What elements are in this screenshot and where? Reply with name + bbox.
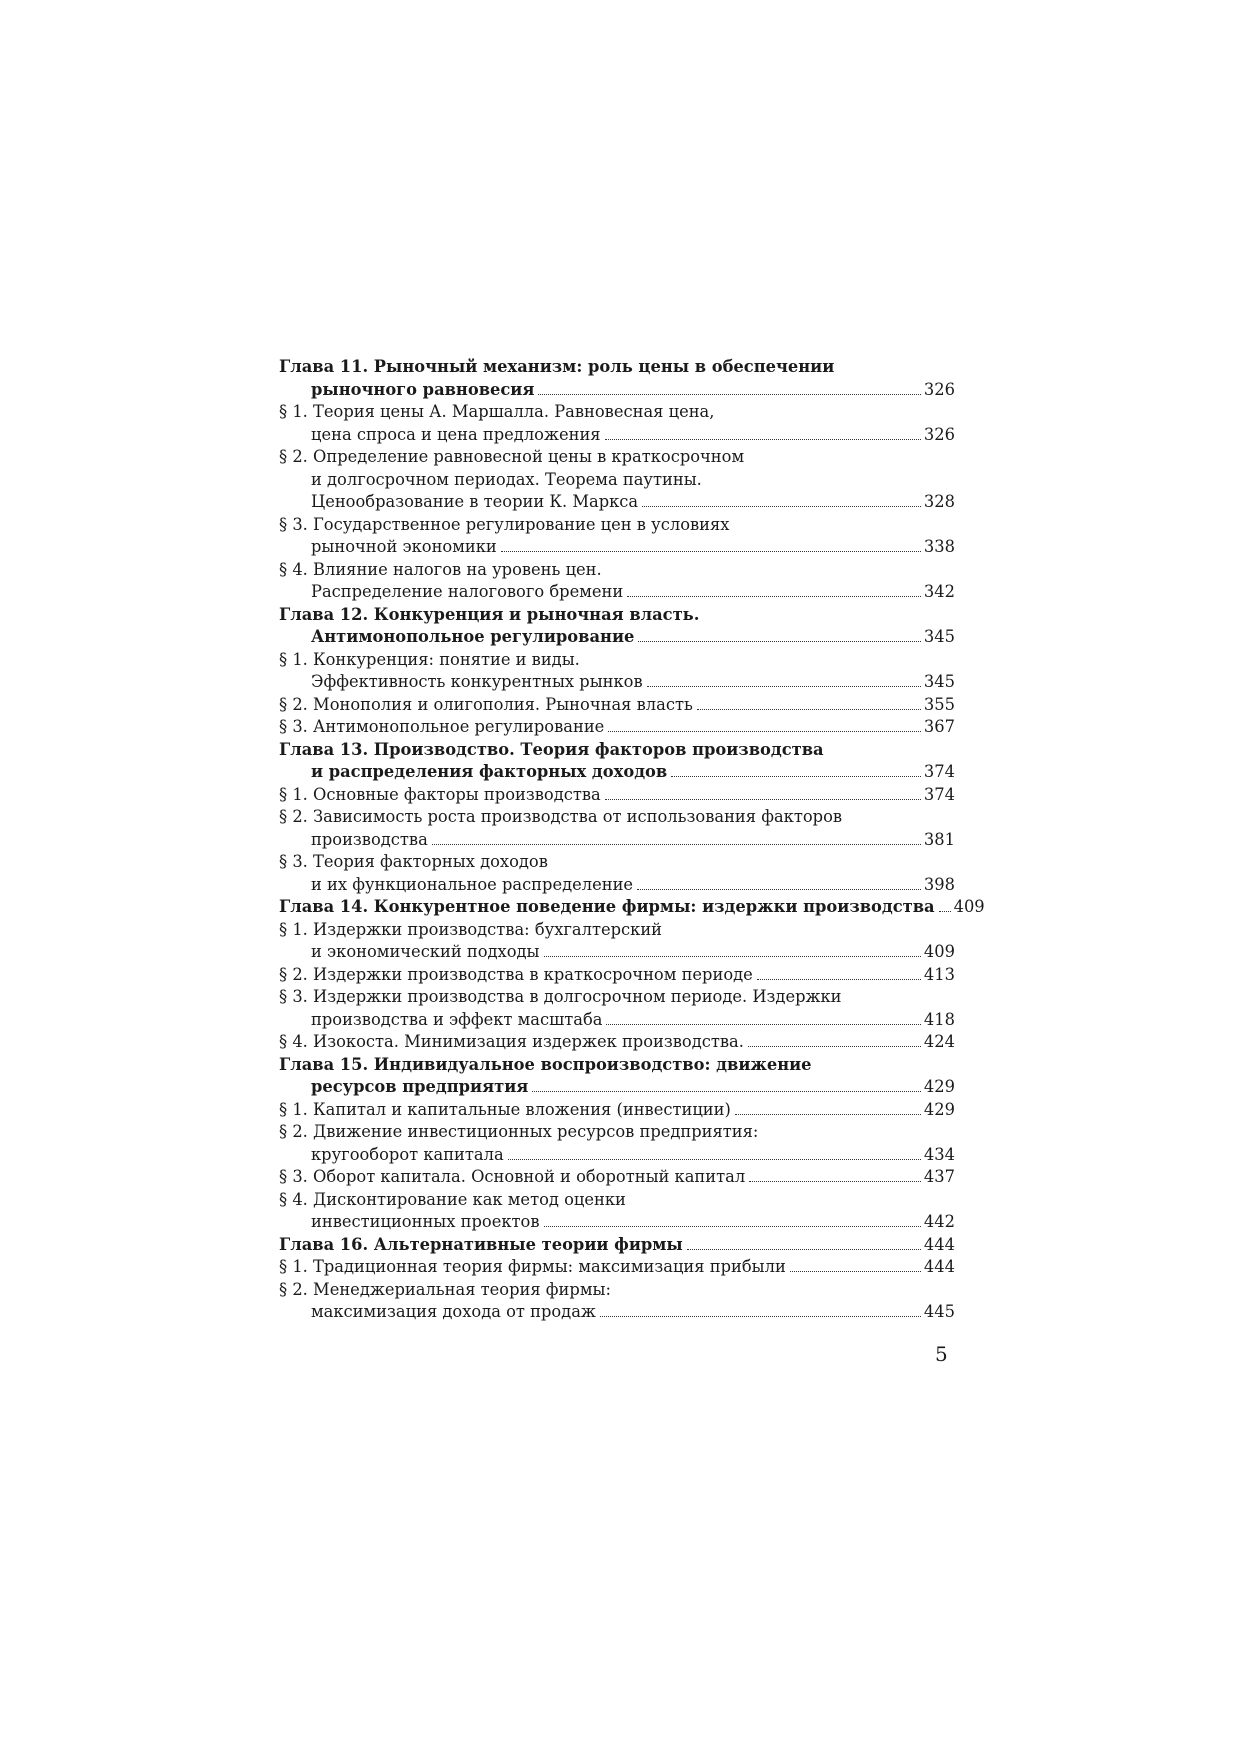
toc-section-entry[interactable] <box>279 1099 955 1122</box>
toc-entry-line <box>279 829 955 852</box>
toc-page-number: 328 <box>923 492 955 511</box>
dot-leader <box>532 1091 921 1092</box>
toc-entry-title: § 2. Определение равновесной цены в краткосрочном <box>279 447 745 466</box>
toc-entry-title: и распределения факторных доходов <box>311 762 668 781</box>
toc-page-number: 345 <box>923 672 955 691</box>
toc-chapter-entry[interactable] <box>279 1054 955 1099</box>
toc-entry-line <box>279 919 955 942</box>
dot-leader <box>749 1181 921 1182</box>
toc-entry-line <box>279 1031 955 1054</box>
toc-entry-line <box>279 626 955 649</box>
dot-leader <box>637 889 921 890</box>
toc-entry-title: Глава 13. Производство. Теория факторов производства <box>279 739 824 759</box>
dot-leader <box>638 641 921 642</box>
toc-entry-line <box>279 739 955 762</box>
toc-section-entry[interactable] <box>279 806 955 851</box>
dot-leader <box>671 776 921 777</box>
toc-page-number: 326 <box>923 379 955 399</box>
toc-page-number: 418 <box>923 1009 955 1029</box>
dot-leader <box>748 1046 921 1047</box>
toc-page-number: 442 <box>923 1212 955 1231</box>
toc-entry-title: § 1. Теория цены А. Маршалла. Равновесная цена, <box>279 402 715 421</box>
toc-section-entry[interactable] <box>279 446 955 514</box>
toc-entry-line <box>279 874 955 897</box>
dot-leader <box>600 1316 921 1317</box>
toc-section-entry[interactable] <box>279 514 955 559</box>
page-number: 5 <box>935 1342 948 1366</box>
dot-leader <box>501 551 921 552</box>
toc-entry-line <box>279 784 955 807</box>
dot-leader <box>735 1114 921 1115</box>
toc-section-entry[interactable] <box>279 1189 955 1234</box>
toc-entry-line <box>279 1166 955 1189</box>
dot-leader <box>508 1159 921 1160</box>
dot-leader <box>544 956 921 957</box>
dot-leader <box>538 394 921 395</box>
toc-entry-title: § 2. Монополия и олигополия. Рыночная власть <box>279 694 693 714</box>
dot-leader <box>642 506 921 507</box>
toc-entry-line <box>279 401 955 424</box>
toc-entry-title: рыночной экономики <box>311 537 497 556</box>
toc-section-entry[interactable] <box>279 919 955 964</box>
dot-leader <box>627 596 921 597</box>
toc-entry-title: и долгосрочном периодах. Теорема паутины. <box>311 469 702 489</box>
toc-chapter-entry[interactable] <box>279 356 955 401</box>
toc-entry-title: § 2. Менеджериальная теория фирмы: <box>279 1279 611 1299</box>
toc-entry-title: § 2. Движение инвестиционных ресурсов предприятия: <box>279 1122 759 1141</box>
toc-page-number: 429 <box>923 1077 955 1096</box>
toc-page-number: 434 <box>923 1144 955 1164</box>
toc-page-number: 381 <box>923 829 955 849</box>
toc-entry-line <box>279 1099 955 1122</box>
toc-entry-line <box>279 1009 955 1032</box>
toc-entry-line <box>279 1211 955 1234</box>
toc-entry-line <box>279 1144 955 1167</box>
toc-page-number: 326 <box>923 424 955 444</box>
toc-entry-title: инвестиционных проектов <box>311 1212 540 1231</box>
toc-section-entry[interactable] <box>279 1166 955 1189</box>
toc-entry-title: Глава 15. Индивидуальное воспроизводство: движение <box>279 1054 812 1074</box>
dot-leader <box>647 686 921 687</box>
dot-leader <box>697 709 921 710</box>
toc-entry-title: § 3. Теория факторных доходов <box>279 852 548 871</box>
dot-leader <box>939 911 951 912</box>
toc-entry-line <box>279 379 955 402</box>
toc-entry-line <box>279 1076 955 1099</box>
toc-entry-title: § 4. Изокоста. Минимизация издержек производства. <box>279 1032 744 1051</box>
toc-page-number: 345 <box>923 627 955 646</box>
toc-entry-title: и их функциональное распределение <box>311 874 634 894</box>
toc-section-entry[interactable] <box>279 694 955 717</box>
toc-entry-title: цена спроса и цена предложения <box>311 424 601 444</box>
toc-entry-line <box>279 514 955 537</box>
toc-section-entry[interactable] <box>279 1121 955 1166</box>
toc-entry-line <box>279 896 985 919</box>
toc-entry-line <box>279 1189 955 1212</box>
toc-entry-title: и экономический подходы <box>311 942 540 961</box>
toc-entry-title: § 4. Влияние налогов на уровень цен. <box>279 559 602 579</box>
toc-page-number: 445 <box>923 1302 955 1321</box>
toc-section-entry[interactable] <box>279 649 955 694</box>
toc-section-entry[interactable] <box>279 1279 955 1324</box>
toc-chapter-entry[interactable] <box>279 1234 955 1257</box>
toc-entry-line <box>279 604 955 627</box>
toc-entry-line <box>279 716 955 739</box>
toc-section-entry[interactable] <box>279 716 955 739</box>
toc-entry-line <box>279 806 955 829</box>
toc-entry-line <box>279 986 955 1009</box>
toc-entry-line <box>279 1256 955 1279</box>
toc-entry-line <box>279 469 955 492</box>
table-of-contents <box>279 356 985 1324</box>
toc-entry-line <box>279 446 955 469</box>
toc-chapter-entry[interactable] <box>279 739 955 784</box>
toc-entry-line <box>279 1301 955 1324</box>
toc-page-number: 424 <box>923 1032 955 1051</box>
toc-entry-title: Ценообразование в теории К. Маркса <box>311 492 639 511</box>
toc-section-entry[interactable] <box>279 986 955 1031</box>
toc-entry-title: § 1. Издержки производства: бухгалтерский <box>279 919 663 939</box>
toc-entry-title: § 4. Дисконтирование как метод оценки <box>279 1189 626 1209</box>
toc-page-number: 342 <box>923 582 955 601</box>
dot-leader <box>757 979 921 980</box>
dot-leader <box>544 1226 921 1227</box>
toc-section-entry[interactable] <box>279 1256 955 1279</box>
dot-leader <box>790 1271 921 1272</box>
toc-entry-line <box>279 356 955 379</box>
toc-entry-title: максимизация дохода от продаж <box>311 1302 596 1321</box>
toc-entry-title: рыночного равновесия <box>311 379 535 399</box>
toc-entry-title: производства <box>311 829 428 849</box>
toc-entry-title: § 3. Оборот капитала. Основной и оборотный капитал <box>279 1167 746 1186</box>
toc-entry-title: § 1. Конкуренция: понятие и виды. <box>279 649 580 669</box>
toc-page-number: 409 <box>923 942 955 961</box>
toc-chapter-entry[interactable] <box>279 604 955 649</box>
dot-leader <box>608 731 921 732</box>
toc-page-number: 355 <box>923 694 955 714</box>
toc-page-number: 398 <box>923 874 955 894</box>
toc-entry-line <box>279 941 955 964</box>
toc-section-entry[interactable] <box>279 401 955 446</box>
toc-entry-title: § 3. Государственное регулирование цен в условиях <box>279 514 730 534</box>
toc-entry-line <box>279 581 955 604</box>
dot-leader <box>432 844 921 845</box>
toc-entry-line <box>279 1121 955 1144</box>
toc-entry-line <box>279 964 955 987</box>
toc-section-entry[interactable] <box>279 784 955 807</box>
toc-entry-title: кругооборот капитала <box>311 1144 504 1164</box>
toc-page-number: 444 <box>923 1234 955 1254</box>
dot-leader <box>606 1024 920 1025</box>
toc-page-number: 413 <box>923 964 955 984</box>
toc-entry-line <box>279 536 955 559</box>
toc-entry-line <box>279 491 955 514</box>
toc-section-entry[interactable] <box>279 1031 955 1054</box>
toc-section-entry[interactable] <box>279 559 955 604</box>
toc-entry-title: § 1. Основные факторы производства <box>279 784 601 804</box>
toc-entry-title: § 3. Антимонопольное регулирование <box>279 717 605 736</box>
toc-page-number: 374 <box>923 784 955 804</box>
toc-entry-title: ресурсов предприятия <box>311 1077 529 1096</box>
toc-page-number: 444 <box>923 1257 955 1276</box>
toc-entry-title: Глава 12. Конкуренция и рыночная власть. <box>279 604 700 624</box>
toc-entry-line <box>279 851 955 874</box>
toc-entry-title: Распределение налогового бремени <box>311 582 624 601</box>
toc-entry-line <box>279 761 955 784</box>
toc-entry-line <box>279 649 955 672</box>
dot-leader <box>605 799 921 800</box>
toc-entry-title: Глава 11. Рыночный механизм: роль цены в обеспечении <box>279 357 835 376</box>
toc-entry-title: § 2. Издержки производства в краткосрочном периоде <box>279 964 753 984</box>
toc-entry-title: производства и эффект масштаба <box>311 1009 603 1029</box>
toc-page-number: 409 <box>953 897 985 916</box>
toc-entry-title: § 1. Традиционная теория фирмы: максимизация прибыли <box>279 1257 786 1276</box>
toc-entry-line <box>279 1054 955 1077</box>
toc-entry-title: § 1. Капитал и капитальные вложения (инвестиции) <box>279 1099 731 1119</box>
toc-section-entry[interactable] <box>279 851 955 896</box>
toc-chapter-entry[interactable] <box>279 896 985 919</box>
toc-entry-title: Глава 14. Конкурентное поведение фирмы: издержки производства <box>279 897 935 916</box>
toc-entry-title: Эффективность конкурентных рынков <box>311 672 643 691</box>
toc-page-number: 374 <box>923 762 955 781</box>
toc-entry-line <box>279 671 955 694</box>
toc-entry-title: § 3. Издержки производства в долгосрочном периоде. Издержки <box>279 987 842 1006</box>
toc-entry-line <box>279 694 955 717</box>
toc-entry-title: Глава 16. Альтернативные теории фирмы <box>279 1234 683 1254</box>
toc-entry-line <box>279 1279 955 1302</box>
toc-entry-line <box>279 559 955 582</box>
toc-page-number: 429 <box>923 1099 955 1119</box>
toc-page-number: 437 <box>923 1167 955 1186</box>
dot-leader <box>687 1249 921 1250</box>
dot-leader <box>605 439 921 440</box>
toc-entry-title: Антимонопольное регулирование <box>311 627 635 646</box>
toc-entry-line <box>279 1234 955 1257</box>
toc-section-entry[interactable] <box>279 964 955 987</box>
toc-page-number: 338 <box>923 537 955 556</box>
toc-entry-line <box>279 424 955 447</box>
toc-page-number: 367 <box>923 717 955 736</box>
toc-entry-title: § 2. Зависимость роста производства от использования факторов <box>279 807 843 826</box>
